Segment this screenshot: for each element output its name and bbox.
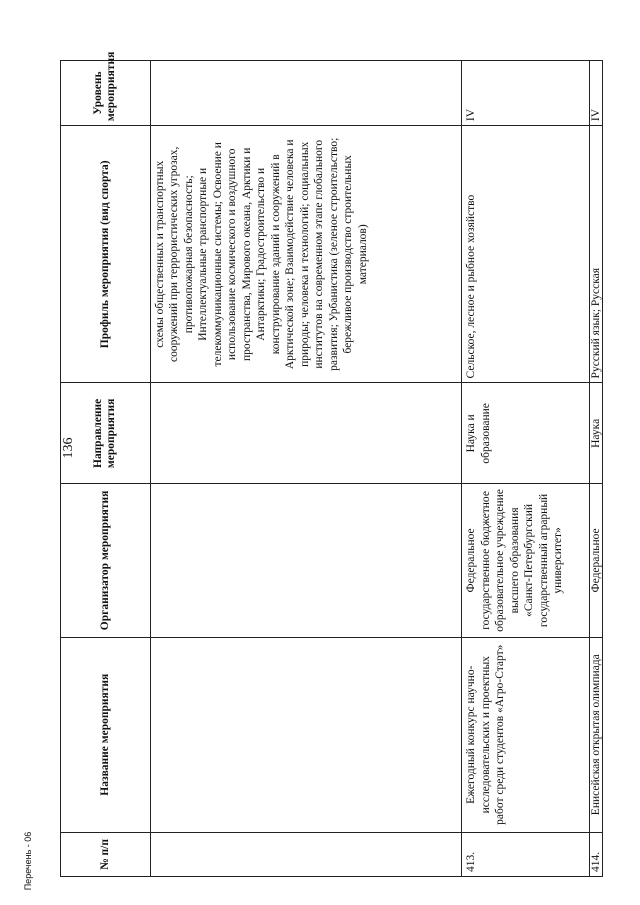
- footer-note: Перечень - 06: [23, 831, 33, 891]
- table-row: [462, 61, 589, 877]
- cell-profile: Русский язык; Русская: [589, 126, 602, 383]
- cell-level: IV: [589, 61, 602, 126]
- table-row: [589, 61, 602, 877]
- cell-profile: Сельское, лесное и рыбное хозяйство: [462, 126, 589, 383]
- cell-name: [150, 637, 461, 832]
- cell-num: 414.: [589, 832, 602, 876]
- cell-level: IV: [462, 61, 589, 126]
- table-header-row: [61, 61, 151, 877]
- cell-level: [150, 61, 461, 126]
- table-row-continuation: [150, 61, 461, 877]
- cell-num: [150, 832, 461, 876]
- header-direction: Направление мероприятия: [61, 383, 151, 484]
- cell-organizer: Федеральное государственное бюджетное образовательное учреждение высшего образования «Санкт-Петербургский государственный аграрный университет»: [462, 484, 589, 637]
- cell-direction: [150, 383, 461, 484]
- cell-num: 413.: [462, 832, 589, 876]
- header-organizer: Организатор мероприятия: [61, 484, 151, 637]
- rotated-table-canvas: [60, 51, 603, 877]
- page-number: 136: [61, 437, 76, 459]
- cell-organizer: [150, 484, 461, 637]
- header-num: № п/п: [61, 832, 151, 876]
- cell-profile-continuation: схемы общественных и транспортных сооружений при террористических угрозах, противопожарная безопасность; Интеллектуальные транспортные и телекоммуникационные системы; Освоение и использование космического и воздушного пространства, Мирового океана, Арктики и Антарктики; Градостроительство и конструирование зданий и сооружений в Арктической зоне; Взаимодействие человека и природы; человека и технологий; социальных институтов на современном этапе глобального развития; Урбанистика (зеленое строительство; бережливое производство строительных материалов): [150, 126, 461, 383]
- cell-direction: Наука и образование: [462, 383, 589, 484]
- cell-organizer: Федеральное: [589, 484, 602, 637]
- events-table: [60, 51, 603, 877]
- cell-name: Енисейская открытая олимпиада: [589, 637, 602, 832]
- cell-direction: Наука: [589, 383, 602, 484]
- cell-name: Ежегодный конкурс научно-исследовательских и проектных работ среди студентов «Агро-Старт»: [462, 637, 589, 832]
- header-profile: Профиль мероприятия (вид спорта): [61, 126, 151, 383]
- header-name: Название мероприятия: [61, 637, 151, 832]
- header-level: Уровень мероприятия: [61, 61, 151, 126]
